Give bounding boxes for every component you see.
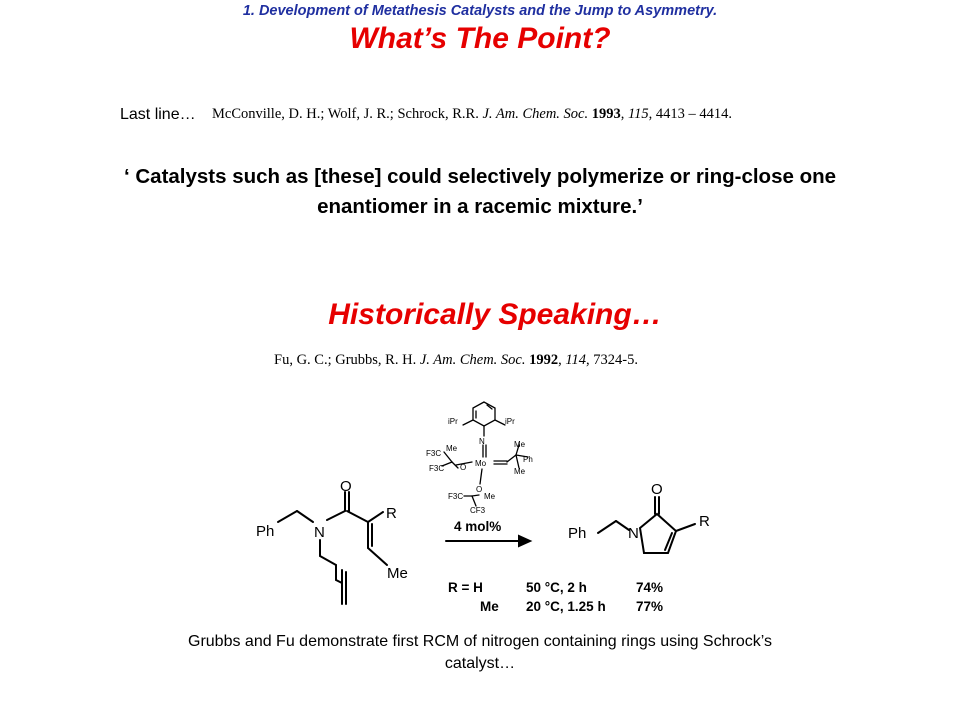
product-n: N bbox=[628, 525, 639, 542]
catalyst-f3c-top: F3C bbox=[426, 449, 442, 458]
ref1-volume: 115 bbox=[627, 106, 649, 122]
section-title: Historically Speaking… bbox=[328, 298, 662, 331]
ref1-pages: , 4413 – 4414. bbox=[648, 106, 733, 122]
substrate-n: N bbox=[314, 524, 325, 541]
catalyst-me-left: Me bbox=[446, 444, 458, 453]
substrate-structure bbox=[278, 492, 387, 604]
condition-yield-row1: 74% bbox=[636, 580, 664, 595]
reference-mcconville: McConville, D. H.; Wolf, J. R.; Schrock, R.R. J. Am. Chem. Soc. 1993, 115, 4413 – 4414. bbox=[212, 106, 733, 122]
slide-title: What’s The Point? bbox=[349, 22, 611, 55]
substrate-me: Me bbox=[387, 565, 408, 582]
slide-header: 1. Development of Metathesis Catalysts and the Jump to Asymmetry. bbox=[242, 3, 718, 19]
product-labels bbox=[568, 481, 710, 542]
catalyst-ph: Ph bbox=[523, 455, 533, 464]
condition-yield-row2: 77% bbox=[636, 599, 664, 614]
catalyst-ipr-right: iPr bbox=[505, 417, 515, 426]
ref1-year: 1993 bbox=[591, 106, 621, 122]
caption-text: Grubbs and Fu demonstrate first RCM of nitrogen containing rings using Schrock’s catalyst… bbox=[188, 633, 772, 672]
product-r: R bbox=[699, 513, 710, 530]
catalyst-f3c-lower: F3C bbox=[448, 492, 464, 501]
catalyst-f3c-bottom: F3C bbox=[429, 464, 445, 473]
catalyst-me-top: Me bbox=[514, 440, 526, 449]
reference-fu-grubbs: Fu, G. C.; Grubbs, R. H. J. Am. Chem. Soc. 1992, 114, 7324-5. bbox=[274, 352, 639, 368]
ref2-pages: , 7324-5. bbox=[586, 352, 639, 368]
last-line-label: Last line… bbox=[120, 106, 196, 123]
catalyst-n: N bbox=[479, 437, 485, 446]
product-ph: Ph bbox=[568, 525, 587, 542]
ref1-authors: McConville, D. H.; Wolf, J. R.; Schrock, R.R. bbox=[212, 106, 483, 122]
ref1-journal: J. Am. Chem. Soc. bbox=[482, 106, 589, 122]
condition-temp-row1: 50 °C, 2 h bbox=[526, 580, 587, 595]
reaction-arrow bbox=[446, 536, 530, 546]
ref2-year: 1992 bbox=[529, 352, 559, 368]
catalyst-loading: 4 mol% bbox=[454, 519, 502, 534]
substrate-ph: Ph bbox=[256, 523, 275, 540]
product-carbonyl-o: O bbox=[651, 481, 663, 498]
conditions-table bbox=[448, 580, 663, 614]
catalyst-o-bottom: O bbox=[476, 485, 483, 494]
ref2-journal: J. Am. Chem. Soc. bbox=[419, 352, 526, 368]
catalyst-o-left: O bbox=[460, 463, 467, 472]
condition-r-row2: Me bbox=[480, 599, 499, 614]
catalyst-cf3: CF3 bbox=[470, 506, 486, 515]
quote-text: ‘ Catalysts such as [these] could selectively polymerize or ring-close one enantiomer in a racemic mixture.’ bbox=[123, 165, 837, 218]
catalyst-mo: Mo bbox=[475, 459, 487, 468]
substrate-carbonyl-o: O bbox=[340, 478, 352, 495]
substrate-labels bbox=[256, 478, 408, 582]
catalyst-ipr-left: iPr bbox=[448, 417, 458, 426]
catalyst-labels bbox=[426, 417, 533, 515]
substrate-r: R bbox=[386, 505, 397, 522]
catalyst-me-lower: Me bbox=[484, 492, 496, 501]
ref2-authors: Fu, G. C.; Grubbs, R. H. bbox=[274, 352, 420, 368]
ref2-volume: 114 bbox=[565, 352, 587, 368]
condition-temp-row2: 20 °C, 1.25 h bbox=[526, 599, 606, 614]
catalyst-me-bottom: Me bbox=[514, 467, 526, 476]
condition-r-row1: R = H bbox=[448, 580, 483, 595]
product-structure bbox=[598, 497, 695, 553]
